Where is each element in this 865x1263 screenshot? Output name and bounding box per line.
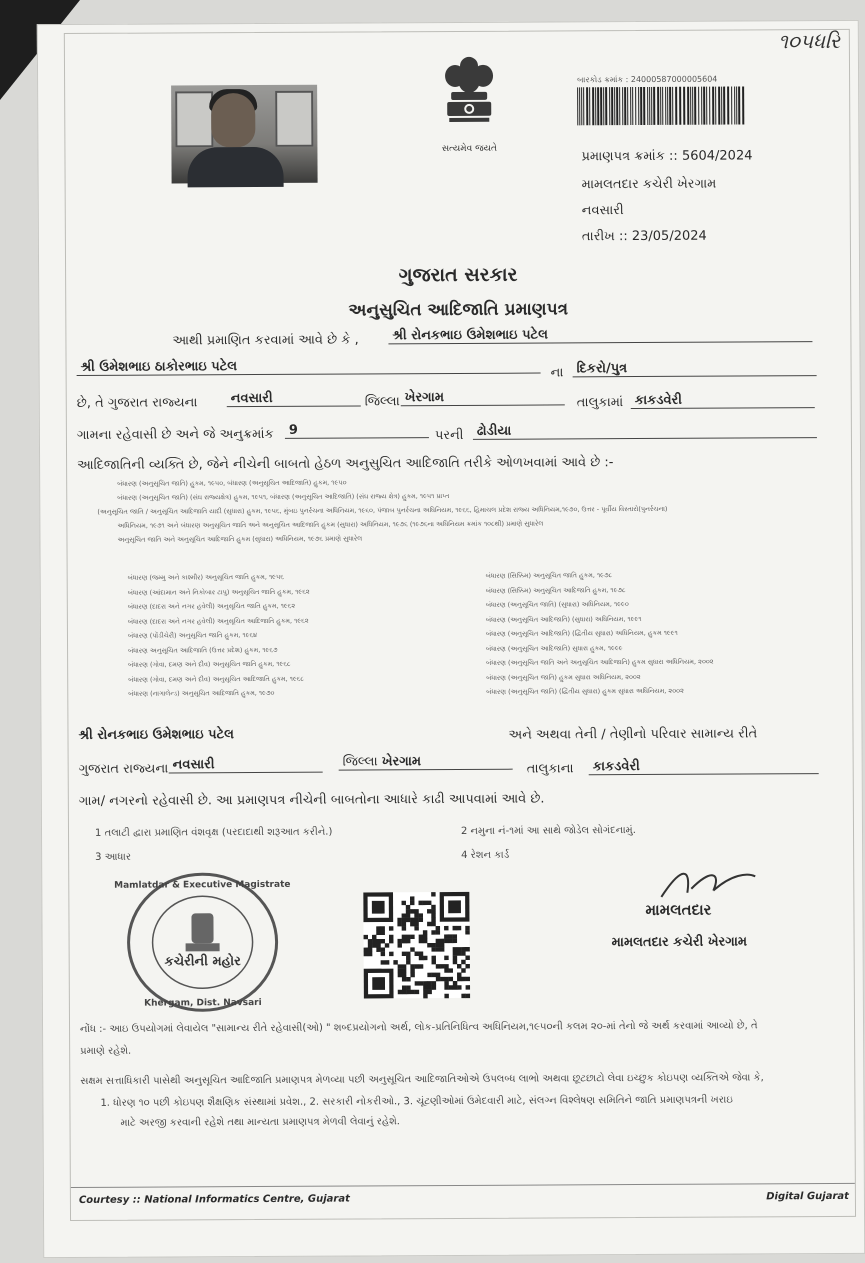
par-label: પરની <box>434 427 464 444</box>
note-line-4: માટે અરજી કરવાની રહેશે તથા માન્યતા પ્રમાણપત્ર મેળવી લેવાનું રહેશે. <box>120 1116 400 1129</box>
barcode <box>577 86 747 125</box>
order-reference: બંધારણ (અનુસૂચિત આદિજાતિ) (દ્વિતીય સુધારા) અધિનિયમ, હુકમ ૧૯૯૧ <box>485 628 678 638</box>
signatory-title: મામલતદાર <box>645 900 712 919</box>
district-value-2: નવસારી <box>169 757 323 774</box>
order-reference: બંધારણ (અનુસૂચિત જાતિ અને અનુસૂચિત આદિજાતિ) હુકમ સુધારા અધિનિયમ, ૨૦૦૨ <box>486 657 714 667</box>
doc-item-4: 4 રેશન કાર્ડ <box>461 849 510 861</box>
serial-number: 9 <box>285 422 429 439</box>
handwritten-number: ૧૦૫ધરિ <box>777 28 840 54</box>
signatory-office: મામલતદાર કચેરી ખેરગામ <box>611 934 748 951</box>
footer-courtesy: Courtesy :: National Informatics Centre, Gujarat <box>78 1193 350 1206</box>
note-line-2: સક્ષમ સત્તાધિકારી પાસેથી અનુસૂચિત આદિજાતિ પ્રમાણપત્ર મેળવ્યા પછી અનુસૂચિત આદિજાતિઓએ ઉપલબ્ધ લાભો અથવા છૂટછાટો લેવા ઇચ્છુક કોઇપણ વ્યક્તિએ જેવા કે, <box>80 1072 764 1087</box>
state-label: છે, તે ગુજરાત રાજ્યના <box>76 395 198 411</box>
relation: દિકરો/પુત્ર <box>573 360 817 377</box>
order-reference: બંધારણ (પોંડીચેરી) અનુસૂચિત જાતિ હુકમ, ૧૯૬૪ <box>127 631 258 640</box>
order-reference: બંધારણ (દાદરા અને નગર હવેલી) અનુસૂચિત જાતિ હુકમ, ૧૯૬૨ <box>127 601 296 611</box>
order-reference: બંધારણ (ગોવા, દમણ અને દીવ) અનુસૂચિત જાતિ હુકમ, ૧૯૬૮ <box>128 659 291 669</box>
taluka-value-2: ખેરગામ <box>381 754 422 770</box>
legal-reference-line: અધિનિયમ, ૧૯૭૧ અને બંધારણ અનુસૂચિત જાતિ અને અનુસૂચિત આદિજાતિ હુકમ (સુધારા) અધિનિયમ, ૧૯૭૬ (૧૯૭૬ના અધિનિયમ ક્રમાંક ૧૦૮થી) પ્રમાણે સુધારેલ <box>117 519 544 530</box>
tribe-statement: આદિજાતિની વ્યક્તિ છે, જેને નીચેની બાબતો હેઠળ અનુસુચિત આદિજાતિ તરીકે ઓળખવામાં આવે છે :- <box>77 455 614 473</box>
order-reference: બંધારણ (સિક્કિમ) અનુસૂચિત જાતિ હુકમ, ૧૯૭૮ <box>485 571 613 580</box>
certificate-sheet <box>37 20 865 1258</box>
district-label: જિલ્લા <box>364 394 400 410</box>
na-label: ના <box>550 365 564 381</box>
legal-reference-line: (અનુસૂચિત જાતિ / અનુસૂચિત આદિજાતિ યાદી (સુધારા) હુકમ, ૧૯૫૬, મુંબઇ પુનર્રચના અધિનિયમ, ૧૯૬૦, પંજાબ પુનર્રચના અધિનિયમ, ૧૯૬૬, હિમાચલ પ્રદેશ રાજ્ય અધિનિયમ,૧૯૭૦, ઉત્તર - પૂર્વીય વિસ્તારો(પુનર્રચના) <box>97 504 668 516</box>
village-value: કાકડવેરી <box>631 392 815 409</box>
certificate-border <box>64 29 856 1221</box>
district-value: નવસારી <box>227 390 361 407</box>
seal-center-text: કચેરીની મહોર <box>164 954 241 970</box>
order-reference: બંધારણ (અનુસૂચિત જાતિ) (દ્વિતીય સુધારા) હુકમ સુધારા અધિનિયમ, ૨૦૦૨ <box>486 686 684 696</box>
seal-bottom-text: Khergam, Dist. Navsari <box>144 997 262 1009</box>
certificate-number: પ્રમાણપત્ર ક્રમાંક :: 5604/2024 <box>581 148 753 165</box>
doc-item-1: 1 તલાટી દ્વારા પ્રમાણિત વંશવૃક્ષ (પરદાદાથી શરૂઆત કરીને.) <box>94 826 333 839</box>
state-label-2: ગુજરાત રાજ્યના <box>78 761 169 777</box>
signature-block <box>611 862 811 950</box>
national-emblem <box>429 52 510 154</box>
order-reference: બંધારણ અનુસૂચિત આદિજાતિ (ઉત્તર પ્રદેશ) હુકમ, ૧૯૬૭ <box>128 645 278 655</box>
residence-label: ગામના રહેવાસી છે અને જે અનુક્રમાંક <box>76 426 274 443</box>
applicant-photo <box>171 85 318 184</box>
village-value-2: કાકડવેરી <box>589 758 819 775</box>
certify-label: આથી પ્રમાણિત કરવામાં આવે છે કે , <box>172 332 359 349</box>
note-line-1: નોંધ :- આઇ ઉપયોગમાં લેવાયેલ "સામાન્ય રીતે રહેવાસી(ઓ) " શબ્દપ્રયોગનો અર્થ, લોક-પ્રતિનિધિત્વ અધિનિયમ,૧૯૫૦ની કલમ ૨૦-માં તેનો જે અર્થ કરવામાં આવ્યો છે, તે <box>80 1020 758 1035</box>
official-seal <box>114 869 291 1016</box>
taluka-label: તાલુકામાં <box>576 395 624 411</box>
applicant-name: શ્રી રોનકભાઇ ઉમેશભાઇ પટેલ <box>388 326 812 344</box>
certificate-title: અનુસુચિત આદિજાતિ પ્રમાણપત્ર <box>348 299 569 321</box>
legal-reference-line: બંધારણ (અનુસૂચિત જાતિ) હુકમ, ૧૯૫૦, બંધારણ (અનુસૂચિત આદિજાતિ) હુકમ, ૧૯૫૦ <box>117 478 347 488</box>
barcode-label: બારકોડ ક્રમાંક : 24000587000005604 <box>577 74 718 85</box>
basis-statement: ગામ/ નગરનો રહેવાસી છે. આ પ્રમાણપત્ર નીચેની બાબતોના આધારે કાઢી આપવામાં આવે છે. <box>78 791 545 809</box>
office-name: મામલતદાર કચેરી ખેરગામ <box>581 176 717 193</box>
order-reference: બંધારણ (જમ્મુ અને કાશ્મીર) અનુસૂચિત જાતિ હુકમ, ૧૯૫૬ <box>127 572 284 582</box>
tribe-value: ઢોડીયા <box>473 422 817 440</box>
order-reference: બંધારણ (આંદામાન અને નિકોબાર ટાપુ) અનુસૂચિત જાતિ હુકમ, ૧૯૬૨ <box>127 587 310 597</box>
doc-item-3: 3 આધાર <box>95 851 132 863</box>
emblem-motto: સત્યમેવ જયતે <box>441 143 498 155</box>
note-line-3: 1. ધોરણ ૧૦ પછી કોઇપણ શૈક્ષણિક સંસ્થામાં પ્રવેશ., 2. સરકારી નોકરીઓ., 3. ચૂંટણીઓમાં ઉમેદવારી માટે, સંલગ્ન વિશ્લેષણ સમિતિને જાતિ પ્રમાણપત્રની ખરાઇ <box>100 1094 733 1109</box>
order-reference: બંધારણ (અનુસૂચિત આદિજાતિ) (સુધારા) અધિનિયમ, ૧૯૯૧ <box>485 614 642 624</box>
district-label-2 <box>339 754 513 771</box>
note-line-1b: પ્રમાણે રહેશે. <box>80 1045 132 1057</box>
doc-item-2: 2 નમુના નં-૧માં આ સાથે જોડેલ સોગંદનામું. <box>460 825 636 837</box>
government-title: ગુજરાત સરકાર <box>398 263 518 287</box>
legal-reference-line: અનુસૂચિત જાતિ અને અનુસૂચિત આદિજાતિ હુકમ (સુધારા) અધિનિયમ, ૧૯૭૬ પ્રમાણે સુધારેલ <box>117 534 363 544</box>
signature <box>651 862 761 903</box>
issue-date: તારીખ :: 23/05/2024 <box>581 228 707 245</box>
order-reference: બંધારણ (નાગાલેન્ડ) અનુસૂચિત આદિજાતિ હુકમ, ૧૯૭૦ <box>128 688 275 698</box>
family-label: અને અથવા તેની / તેણીનો પરિવાર સામાન્ય રીતે <box>508 726 758 743</box>
order-reference: બંધારણ (અનુસૂચિત આદિજાતિ) સુધારા હુકમ, ૧૯૯૯ <box>486 643 623 653</box>
order-reference: બંધારણ (દાદરા અને નગર હવેલી) અનુસૂચિત આદિજાતિ હુકમ, ૧૯૬૨ <box>127 616 309 626</box>
seal-top-text: Mamlatdar & Executive Magistrate <box>114 879 291 891</box>
footer-brand: Digital Gujarat <box>766 1190 849 1203</box>
qr-code <box>363 892 470 999</box>
applicant-name-2: શ્રી રોનકભાઇ ઉમેશભાઇ પટેલ <box>78 727 235 743</box>
order-reference: બંધારણ (અનુસૂચિત જાતિ) હુકમ સુધારા અધિનિયમ, ૨૦૦૨ <box>486 672 641 682</box>
lion-capital-icon <box>437 52 501 142</box>
order-reference: બંધારણ (સિક્કિમ) અનુસૂચિત આદિજાતિ હુકમ, ૧૯૭૮ <box>485 585 626 595</box>
order-reference: બંધારણ (ગોવા, દમણ અને દીવ) અનુસૂચિત આદિજાતિ હુકમ, ૧૯૬૮ <box>128 674 305 684</box>
footer-divider <box>71 1183 855 1188</box>
legal-reference-line: બંધારણ (અનુસૂચિત જાતિ) (સંઘ રાજ્યક્ષેત્ર) હુકમ, ૧૯૫૧, બંધારણ (અનુસૂચિત આદિજાતિ) (સંઘ રાજ્ય ક્ષેત્ર) હુકમ, ૧૯૫૧ પ્રાપ્ત <box>117 492 450 502</box>
order-reference: બંધારણ (અનુસૂચિત જાતિ) (સુધારા) અધિનિયમ, ૧૯૯૦ <box>485 600 629 609</box>
father-name: શ્રી ઉમેશભાઇ ઠાકોરભાઇ પટેલ <box>77 358 541 376</box>
district-label-text: જિલ્લા <box>342 754 378 770</box>
district-name: નવસારી <box>581 203 624 219</box>
taluka-label-2: તાલુકાના <box>526 761 574 777</box>
taluka-value: ખેરગામ <box>401 389 565 406</box>
